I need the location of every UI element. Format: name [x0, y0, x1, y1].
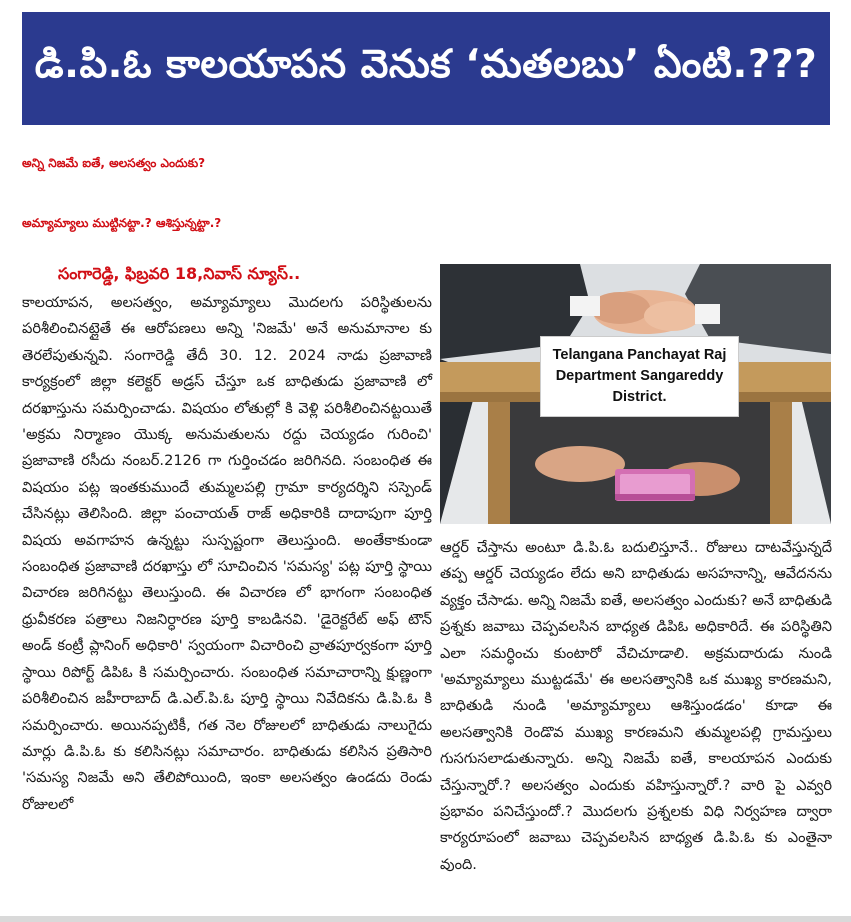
- headline-banner: [22, 12, 830, 125]
- article-right-column: ఆర్డర్ చేస్తాను అంటూ డి.పి.ఓ బదులిస్తూనే.. రోజులు దాటవేస్తున్నదే తప్ప ఆర్డర్ చెయ్యడం లేదు అని బాధితుడు అసహనాన్ని, ఆవేదనను వ్యక్తం చేసాడు. అన్ని నిజమే ఐతే, అలసత్వం ఎందుకు? అనే బాధితుడి ప్రశ్నకు జవాబు చెప్పవలసిన బాధ్యత డిపిఓ అధికారిదే. ఈ పరిస్థితిని ఎలా సమర్ధించు కుంటారో వేచిచూడాలి. అక్రమదారుడు నుండి 'అమ్యామ్యాలు ముట్టడమే' ఈ అలసత్వానికి ఒక ముఖ్య కారణమని, బాధితుడి నుండి 'అమ్యామ్యాలు ఆశిస్తుండడం' కూడా ఈ అలసత్వానికి రెండొవ ముఖ్య కారణమని తుమ్మలపల్లి గ్రామస్తులు గుసగుసలాడుతున్నారు. అన్ని నిజమే ఐతే, కాలయాపన ఎందుకు చేస్తున్నారో.? అలసత్వం ఎందుకు వహిస్తున్నారో.? వారి పై ఎవ్వరి ప్రభావం పనిచేస్తుందో.? మొదలగు ప్రశ్నలకు విధి నిర్వహణ ద్వారా కార్యరూపంలో జవాబు చెప్పవలసిన బాధ్యత డి.పి.ఓ కు ఎంతైనా వుంది.: [440, 539, 832, 873]
- subheadline-1: అన్ని నిజమే ఐతే, అలసత్వం ఎందుకు?: [22, 156, 206, 170]
- article-left-column: కాలయాపన, అలసత్వం, అమ్యామ్యాలు మొదలగు పరిస్థితులను పరిశీలించినట్లైతే ఈ ఆరోపణలు అన్ని 'నిజమే' అనే అనుమానాల కు తెరలేపుతున్నవి. సంగారెడ్డి తేదీ 30. 12. 2024 నాడు ప్రజావాణి కార్యక్రంలో జిల్లా కలెక్టర్ అడ్రస్ చేస్తూ ఒక బాధితుడు ప్రజావాణి లో దరఖాస్తును సమర్పించాడు. విషయం లోతుల్లో కి వెళ్లి పరిశీలించినట్టయితే 'అక్రమ నిర్మాణం యొక్క అనుమతులను రద్దు చెయ్యడం గురించి' ప్రజావాణి రసీదు నంబర్.2126 గా గుర్తించడం జరిగినది. సంబంధిత ఈ విషయం పట్ల ఇంతకుముందే తుమ్మలపల్లి గ్రామా కార్యదర్శిని సస్పెండ్ చేసినట్లు తెలిసింది. జిల్లా పంచాయత్ రాజ్ అధికారికి దాదాపుగా పూర్తి విషయ అవగాహన ఉన్నట్టు సుస్పష్టంగా తెలుస్తుంది. అంతేకాకుండా సంబంధిత ప్రజావాణి దరఖాస్తు లో సూచించిన 'సమస్య' పట్ల పూర్తి స్థాయి విచారణ జరిగినట్టు తెలుస్తుంది. ఈ విచారణ లో భాగంగా సంబంధిత ధ్రువీకరణ పత్రాలు నిజనిర్ధారణ పూర్తి కాబడినవి. 'డైరెక్టరేట్ అఫ్ టౌన్ అండ్ కంట్రీ ప్లానింగ్ అధికారి' స్వయంగా విచారించి వ్రాతపూర్వకంగా పూర్తి స్థాయి రిపోర్ట్ డిపిఓ కి సమర్పించారు. సంబంధిత సమాచారాన్ని క్షుణ్ణంగా పరిశీలించిన జహీరాబాద్ డి.ఎల్.పి.ఓ పూర్తి స్థాయి నివేదికను డి.పి.ఓ కి సమర్పించారు. అయినప్పటికీ, గత నెల రోజులలో బాధితుడు నాలుగైదు మార్లు డి.పి.ఓ కు కలిసినట్లు సమాచారం. బాధితుడు కలిసిన ప్రతిసారి 'సమస్య నిజమే అని తేలిపోయింది, ఇంకా అలసత్వం ఉండదు రెండు రోజులలో: [22, 294, 432, 813]
- article-photo: [440, 264, 831, 524]
- headline: డి.పి.ఓ కాలయాపన వెనుక ‘మతలబు’ ఏంటి.???: [34, 41, 818, 87]
- photo-caption: Telangana Panchayat Raj Department Sangareddy District.: [540, 336, 739, 417]
- page-footer-bar: [0, 916, 851, 922]
- dateline: సంగారెడ్డి, ఫిబ్రవరి 18,నివాస్ న్యూస్..: [58, 264, 301, 283]
- subheadline-2: అమ్యామ్యాలు ముట్టినట్టా.? ఆశిస్తున్నట్టా.?: [22, 216, 222, 230]
